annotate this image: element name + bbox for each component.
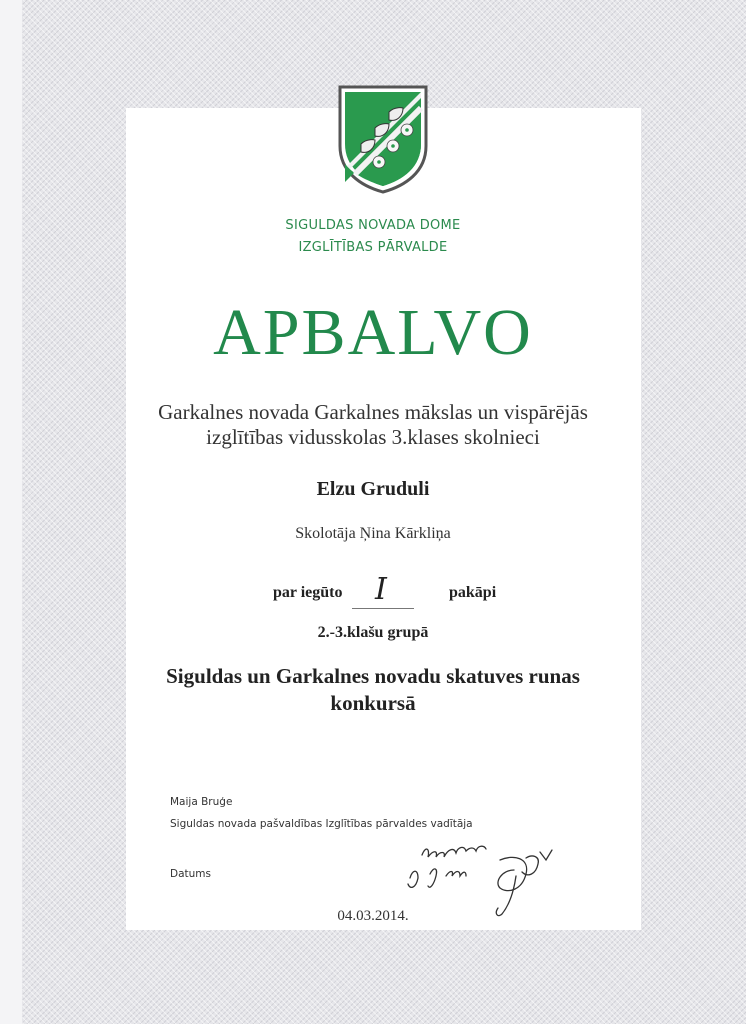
award-prefix: par iegūto bbox=[273, 584, 343, 601]
coat-of-arms-icon bbox=[337, 84, 429, 194]
date-label: Datums bbox=[170, 868, 211, 880]
recipient-description-line2: izglītības vidusskolas 3.klases skolnieci bbox=[206, 425, 540, 449]
contest-line2: konkursā bbox=[330, 691, 416, 715]
org-name: SIGULDAS NOVADA DOME bbox=[285, 218, 461, 233]
org-department: IZGLĪTĪBAS PĀRVALDE bbox=[298, 240, 448, 255]
recipient-description-line1: Garkalnes novada Garkalnes mākslas un vispārējās bbox=[158, 400, 588, 424]
award-suffix: pakāpi bbox=[449, 584, 497, 601]
award-degree-handwritten: I bbox=[375, 572, 387, 607]
degree-underline bbox=[352, 608, 414, 609]
scan-edge bbox=[0, 0, 22, 1024]
award-title: APBALVO bbox=[213, 296, 533, 369]
signatory-position: Siguldas novada pašvaldības Izglītības pārvaldes vadītāja bbox=[170, 818, 473, 830]
signatory-name: Maija Bruģe bbox=[170, 796, 233, 808]
issue-date: 04.03.2014. bbox=[337, 908, 409, 924]
teacher-name: Skolotāja Ņina Kārkliņa bbox=[295, 525, 451, 542]
handwritten-signature bbox=[400, 830, 600, 920]
recipient-name: Elzu Gruduli bbox=[316, 478, 430, 500]
award-group: 2.-3.klašu grupā bbox=[317, 624, 429, 641]
contest-line1: Siguldas un Garkalnes novadu skatuves runas bbox=[166, 664, 580, 688]
